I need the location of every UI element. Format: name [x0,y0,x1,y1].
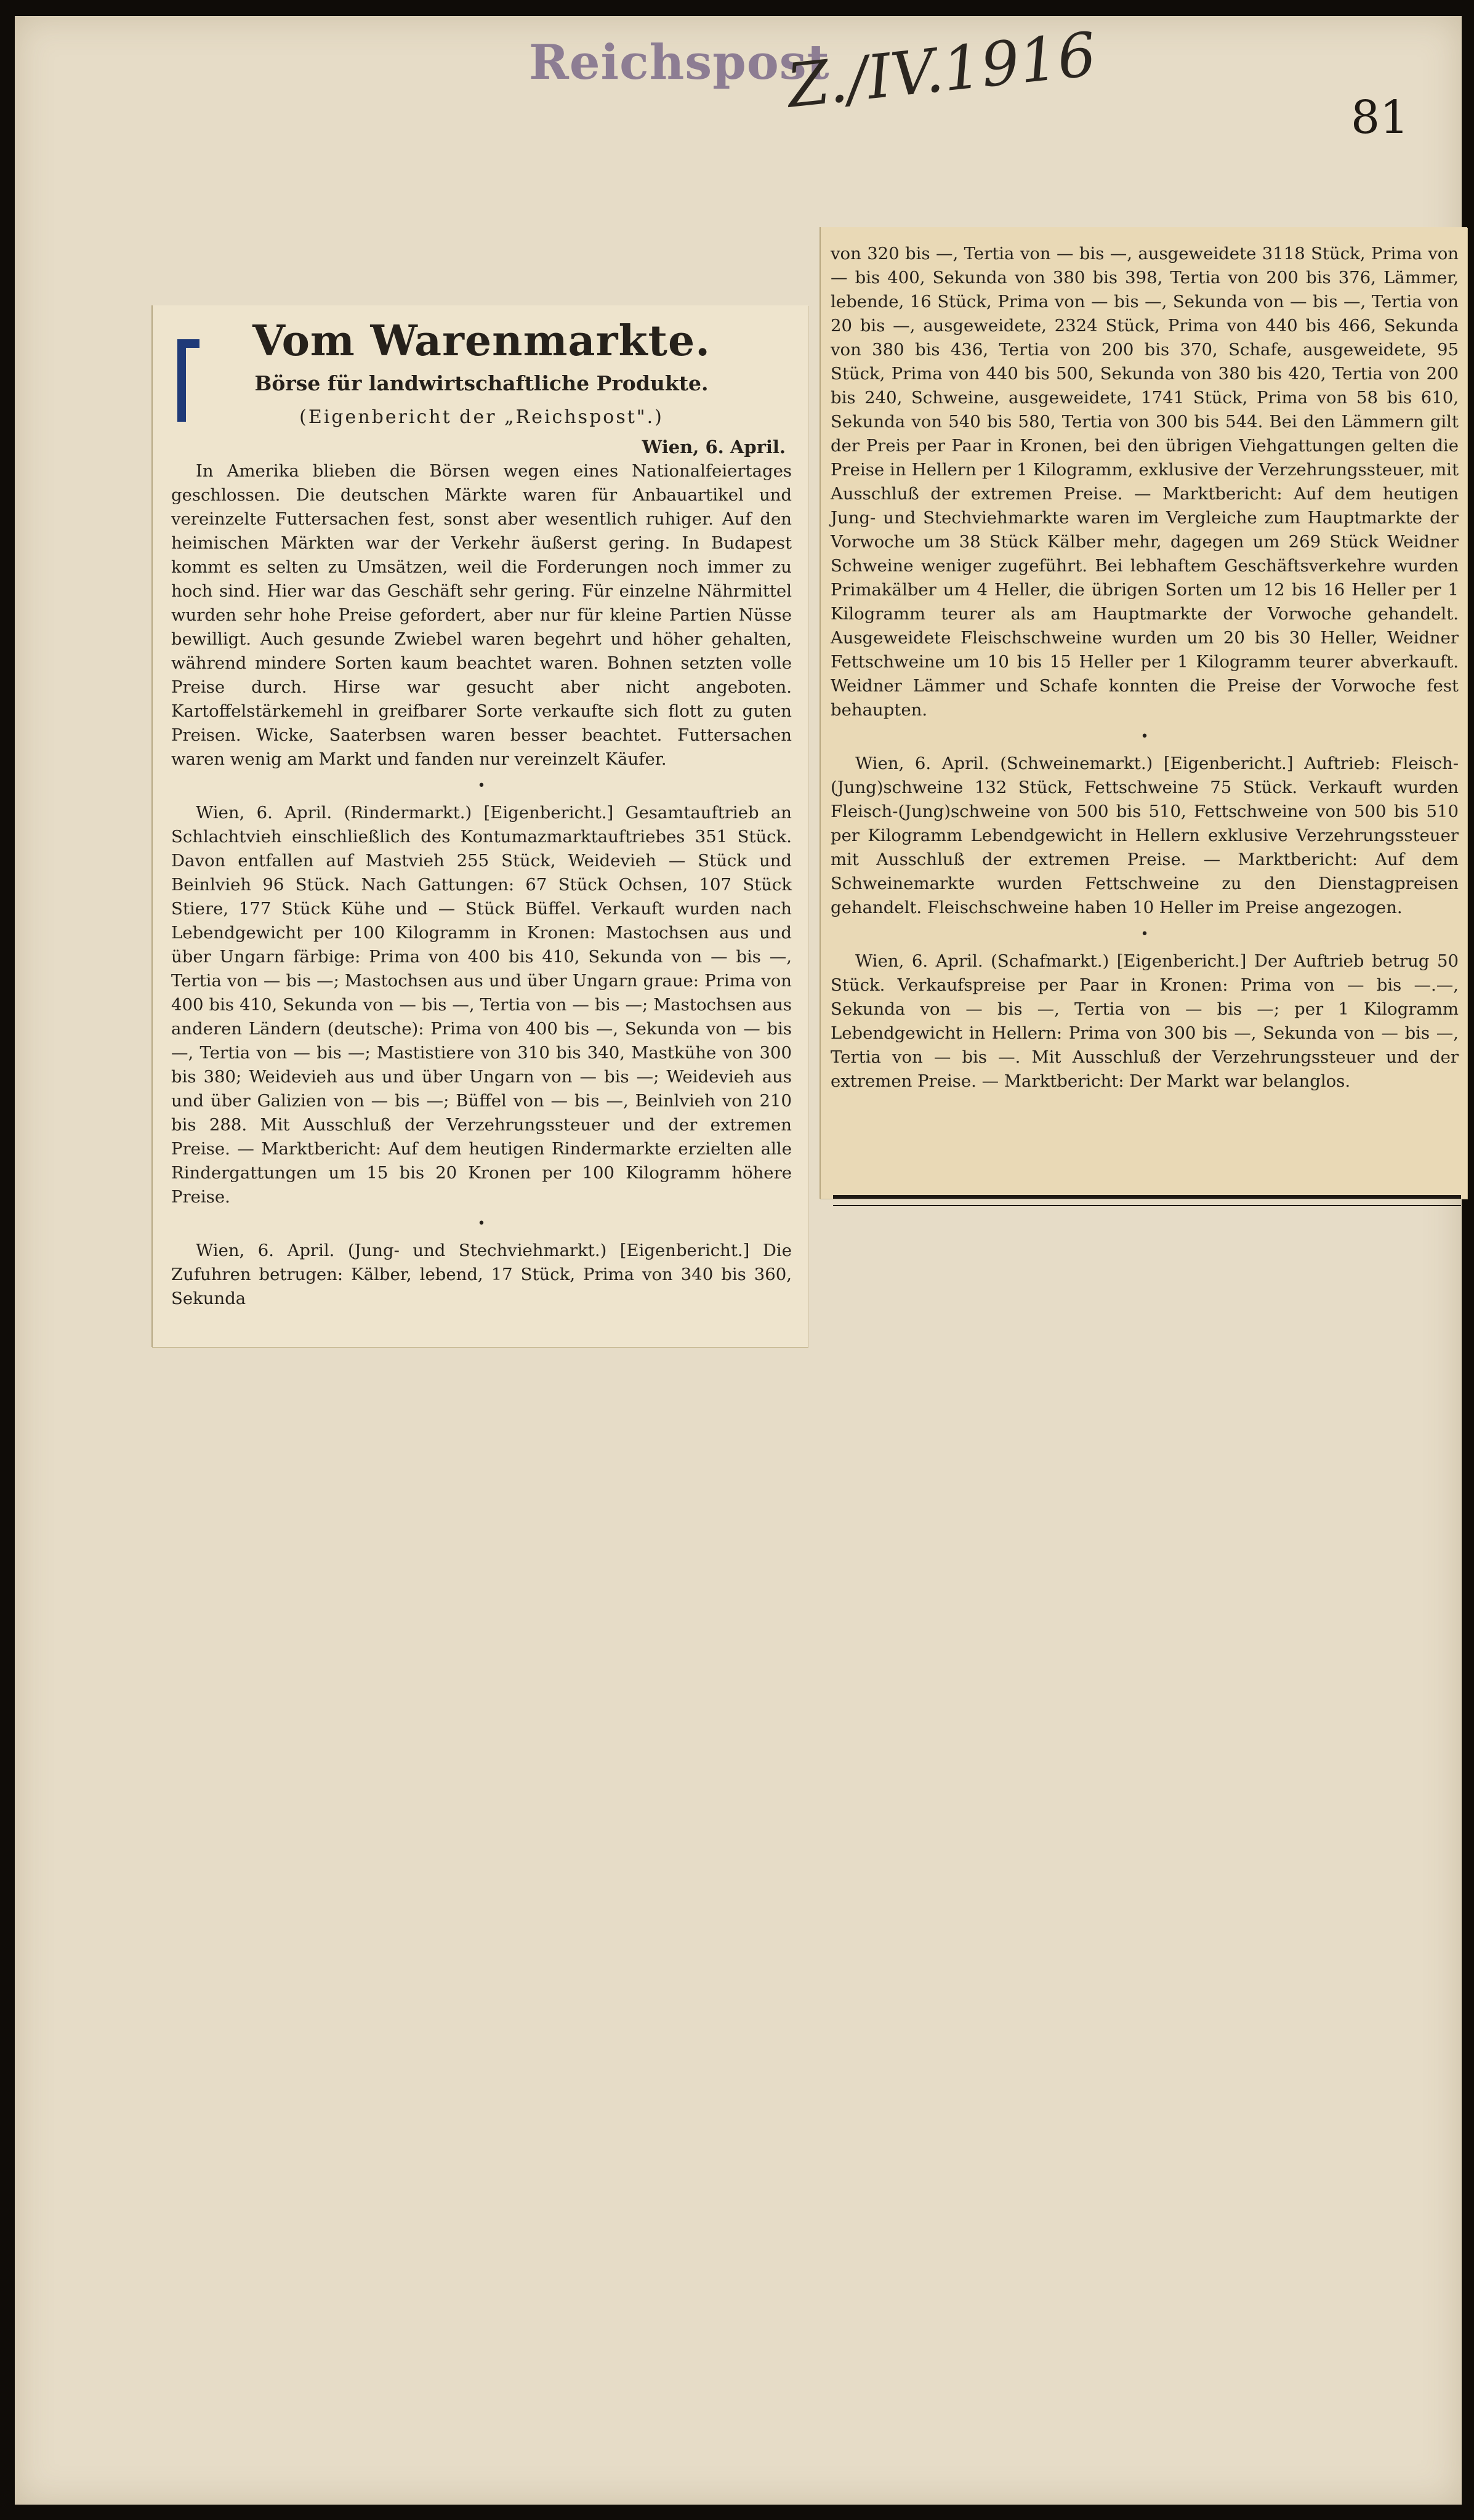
section-separator: • [1140,729,1149,744]
rindermarkt-paragraph: Wien, 6. April. (Rindermarkt.) [Eigenbericht.] Gesamtauftrieb an Schlachtvieh einschließlich des Kontumazmarktauftriebes 351 Stück. Davon entfallen auf Mastvieh 255 Stück, Weidevieh — Stück und Beinlvieh 96 Stück. Nach Gattungen: 67 Stück Ochsen, 107 Stück Stiere, 177 Stück Kühe und — Stück Büffel. Verkauft wurden nach Lebendgewicht per 100 Kilogramm in Kronen: Mastochsen aus und über Ungarn färbige: Prima von 400 bis 410, Sekunda von — bis —, Tertia von — bis —; Mastochsen aus und über Ungarn graue: Prima von 400 bis 410, Sekunda von — bis —, Tertia von — bis —; Mastochsen aus anderen Ländern (deutsche): Prima von 400 bis —, Sekunda von — bis —, Tertia von — bis —; Mastistiere von 310 bis 340, Mastkühe von 300 bis 380; Weidevieh aus und über Ungarn von — bis —; Weidevieh aus und über Galizien von — bis —; Büffel von — bis —, Beinlvieh von 210 bis 288. Mit Ausschluß der Verzehrungssteuer und der extremen Preise. — Marktbericht: Auf dem heutigen Rindermarkte erzielten alle Rindergattungen um 15 bis 20 Kronen per 100 Kilogramm höhere Preise. [171,803,792,1207]
page-number: 81 [1351,91,1409,144]
schafmarkt-paragraph: Wien, 6. April. (Schafmarkt.) [Eigenbericht.] Der Auftrieb betrug 50 Stück. Verkaufspreise per Paar in Kronen: Prima von — bis —.—, Sekunda von — bis —, Tertia von — bis —; per 1 Kilogramm Lebendgewicht in Hellern: Prima von 300 bis —, Sekunda von — bis —, Tertia von — bis —. Mit Ausschluß der Verzehrungssteuer und der extremen Preise. — Marktbericht: Der Markt war belanglos. [831,951,1459,1091]
scanned-page [15,16,1462,2505]
schweinemarkt-paragraph: Wien, 6. April. (Schweinemarkt.) [Eigenbericht.] Auftrieb: Fleisch-(Jung)schweine 132 Stück, Fettschweine 75 Stück. Verkauft wurden Fleisch-(Jung)schweine von 500 bis 510, Fettschweine von 500 bis 510 per Kilogramm Lebendgewicht in Hellern exklusive Verzehrungssteuer mit Ausschluß der extremen Preise. — Marktbericht: Auf dem Schweinemarkte wurden Fettschweine zu den Dienstagpreisen gehandelt. Fleischschweine haben 10 Heller im Preise angezogen. [831,754,1459,917]
newspaper-clipping-right [820,227,1467,1199]
newspaper-clipping-left [151,305,808,1347]
section-separator: • [477,1216,486,1231]
closing-rule-thin [833,1205,1461,1206]
article-headline: Vom Warenmarkte. [252,316,711,366]
jungviehmarkt-paragraph-continued: von 320 bis —, Tertia von — bis —, ausgeweidete 3118 Stück, Prima von — bis 400, Sekunda von 380 bis 398, Tertia von 200 bis 376, Lämmer, lebende, 16 Stück, Prima von — bis —, Sekunda von — bis —, Tertia von 20 bis —, ausgeweidete, 2324 Stück, Prima von 440 bis 466, Sekunda von 380 bis 436, Tertia von 200 bis 370, Schafe, ausgeweidete, 95 Stück, Prima von 440 bis 500, Sekunda von 380 bis 420, Tertia von 200 bis 240, Schweine, ausgeweidete, 1741 Stück, Prima von 58 bis 610, Sekunda von 540 bis 580, Tertia von 300 bis 544. Bei den Lämmern gilt der Preis per Paar in Kronen, bei den übrigen Viehgattungen gelten die Preise in Hellern per 1 Kilogramm, exklusive der Verzehrungssteuer, mit Ausschluß der extremen Preise. — Marktbericht: Auf dem heutigen Jung- und Stechviehmarkte waren im Vergleiche zum Hauptmarkte der Vorwoche um 38 Stück Kälber mehr, dagegen um 269 Stück Weidner Schweine weniger zugeführt. Bei lebhaftem Geschäftsverkehre wurden Primakälber um 4 Heller, die übrigen Sorten um 12 bis 16 Heller per 1 Kilogramm teurer als am Hauptmarkte der Vorwoche gehandelt. Ausgeweidete Fleischschweine wurden um 20 bis 30 Heller, Weidner Fettschweine um 10 bis 15 Heller per 1 Kilogramm teurer abverkauft. Weidner Lämmer und Schafe konnten die Preise der Vorwoche fest behaupten. [831,244,1459,720]
jungviehmarkt-paragraph-start: Wien, 6. April. (Jung- und Stechviehmarkt.) [Eigenbericht.] Die Zufuhren betrugen: Kälber, lebend, 17 Stück, Prima von 340 bis 360, Sekunda [171,1241,792,1308]
section-separator: • [1140,927,1149,942]
handwritten-date: Z./IV.1916 [784,19,1100,122]
archive-stamp: Reichspost [529,34,830,91]
article-byline: (Eigenbericht der „Reichspost".) [299,406,664,428]
boerse-report-paragraph: In Amerika blieben die Börsen wegen eines Nationalfeiertages geschlossen. Die deutschen Märkte waren für Anbauartikel und vereinzelte Futtersachen fest, sonst aber wesentlich ruhiger. Auf den heimischen Märkten war der Verkehr äußerst gering. In Budapest kommt es selten zu Umsätzen, weil die Forderungen noch immer zu hoch sind. Hier war das Geschäft sehr gering. Für einzelne Nährmittel wurden sehr hohe Preise gefordert, aber nur für kleine Partien Nüsse bewilligt. Auch gesunde Zwiebel waren begehrt und höher gehalten, während mindere Sorten kaum beachtet waren. Bohnen setzten volle Preise durch. Hirse war gesucht aber nicht angeboten. Kartoffelstärkemehl in greifbarer Sorte verkaufte sich flott zu guten Preisen. Wicke, Saaterbsen waren besser beachtet. Futtersachen waren wenig am Markt und fanden nur vereinzelt Käufer. [171,461,792,769]
blue-pencil-bracket-mark [177,339,199,422]
article-subheadline: Börse für landwirtschaftliche Produkte. [254,371,709,395]
closing-rule-thick [833,1195,1461,1199]
article-dateline: Wien, 6. April. [642,437,786,457]
section-separator: • [477,778,486,794]
